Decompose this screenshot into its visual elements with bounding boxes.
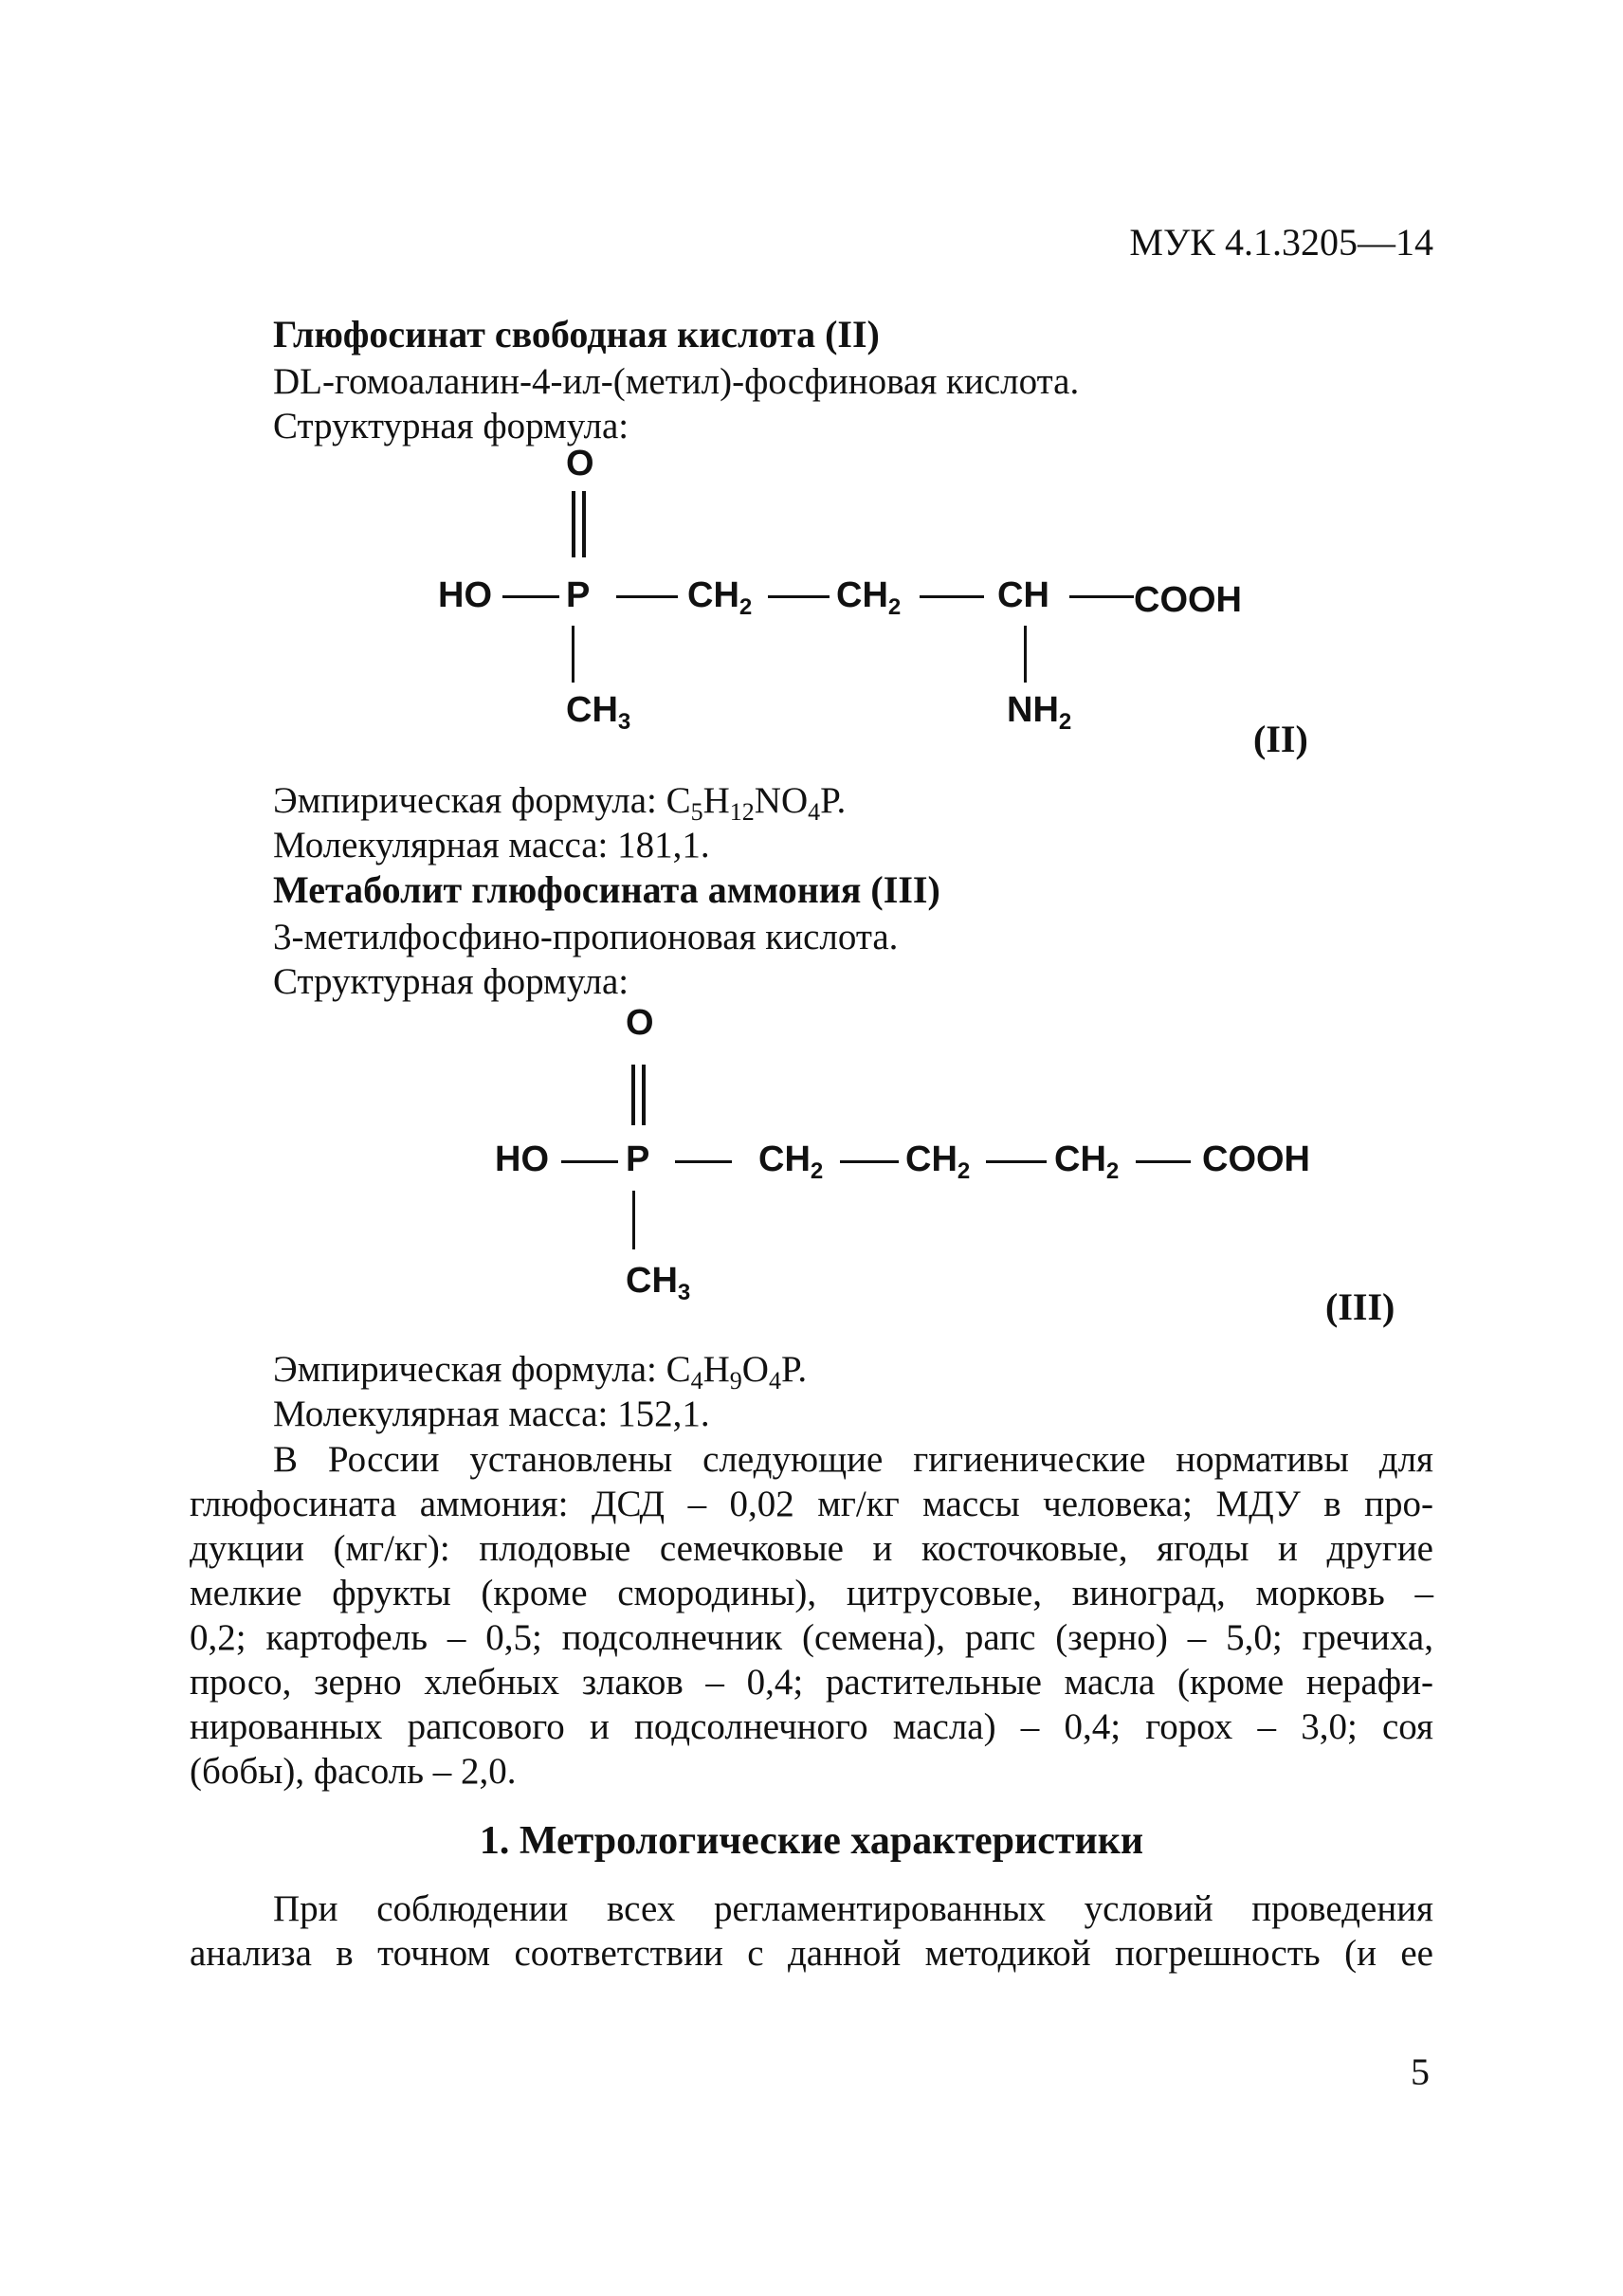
paragraph-line: глюфосината аммония: ДСД – 0,02 мг/кг массы человека; МДУ в про- [190, 1484, 1433, 1524]
group-ch: CH [997, 575, 1049, 615]
compound3-title: Метаболит глюфосината аммония (III) [273, 868, 940, 911]
paragraph-line: анализа в точном соответствии с данной методикой погрешность (и ее [190, 1933, 1433, 1974]
compound2-empirical: Эмпирическая формула: $C_5H_{12}NO_4P$. [273, 780, 847, 826]
formula-number-3: (III) [1325, 1285, 1395, 1328]
atom-phosphorus: P [566, 575, 591, 615]
formula-number-2: (II) [1253, 718, 1308, 760]
compound3-mass: Молекулярная масса: 152,1. [273, 1394, 710, 1434]
bond-line [768, 595, 830, 598]
section1-paragraph [190, 1886, 1433, 1976]
compound2-mass: Молекулярная масса: 181,1. [273, 825, 710, 866]
paragraph-line: дукции (мг/кг): плодовые семечковые и косточковые, ягоды и другие [190, 1528, 1433, 1569]
group-ch3: $CH_3$ [626, 1261, 691, 1305]
bond-line [561, 1160, 618, 1163]
group-ch2: $CH_2$ [758, 1139, 824, 1184]
atom-oxygen: O [626, 1003, 654, 1043]
section-heading: 1. Метрологические характеристики [479, 1819, 1144, 1863]
group-ch2: $CH_2$ [1054, 1139, 1120, 1184]
group-cooh: COOH [1202, 1139, 1310, 1179]
bond-line-vertical [572, 626, 574, 683]
norms-paragraph [190, 1437, 1433, 1794]
page-number: 5 [1411, 2050, 1430, 2093]
paragraph-line: При соблюдении всех регламентированных условий проведения [273, 1888, 1433, 1929]
bond-line [1136, 1160, 1191, 1163]
bond-line-vertical [1024, 626, 1027, 683]
paragraph-line: (бобы), фасоль – 2,0. [190, 1751, 517, 1792]
group-ch2: $CH_2$ [687, 575, 753, 620]
paragraph-line: В России установлены следующие гигиенические нормативы для [273, 1439, 1433, 1480]
atom-ho: HO [438, 575, 492, 615]
compound2-name: DL-гомоаланин-4-ил-(метил)-фосфиновая кислота. [273, 361, 1080, 402]
group-ch2: $CH_2$ [836, 575, 902, 620]
double-bond-line [631, 1065, 635, 1125]
group-ch2: $CH_2$ [905, 1139, 971, 1184]
paragraph-line: нированных рапсового и подсолнечного масла) – 0,4; горох – 3,0; соя [190, 1706, 1433, 1747]
paragraph-line: просо, зерно хлебных злаков – 0,4; растительные масла (кроме нерафи- [190, 1662, 1433, 1703]
compound3-struct-label: Структурная формула: [273, 961, 629, 1002]
double-bond-line [572, 491, 575, 557]
double-bond-line [642, 1065, 646, 1125]
bond-line [1069, 595, 1134, 598]
bond-line [675, 1160, 732, 1163]
compound3-name: 3-метилфосфино-пропионовая кислота. [273, 917, 899, 957]
atom-phosphorus: P [626, 1139, 650, 1179]
compound2-title: Глюфосинат свободная кислота (II) [273, 313, 880, 355]
atom-oxygen: O [566, 444, 594, 483]
bond-line [616, 595, 678, 598]
bond-line [920, 595, 984, 598]
document-code: МУК 4.1.3205—14 [1129, 221, 1433, 264]
bond-line [840, 1160, 899, 1163]
bond-line-vertical [632, 1191, 635, 1249]
group-nh2: $NH_2$ [1007, 690, 1072, 735]
compound2-struct-label: Структурная формула: [273, 406, 629, 446]
double-bond-line [582, 491, 586, 557]
bond-line [986, 1160, 1047, 1163]
bond-line [502, 595, 559, 598]
paragraph-line: 0,2; картофель – 0,5; подсолнечник (семена), рапс (зерно) – 5,0; гречиха, [190, 1617, 1433, 1658]
atom-ho: HO [495, 1139, 549, 1179]
compound3-empirical: Эмпирическая формула: $C_4H_9O_4P$. [273, 1349, 808, 1394]
group-cooh: COOH [1134, 580, 1242, 620]
paragraph-line: мелкие фрукты (кроме смородины), цитрусовые, виноград, морковь – [190, 1573, 1433, 1613]
group-ch3: $CH_3$ [566, 690, 631, 735]
